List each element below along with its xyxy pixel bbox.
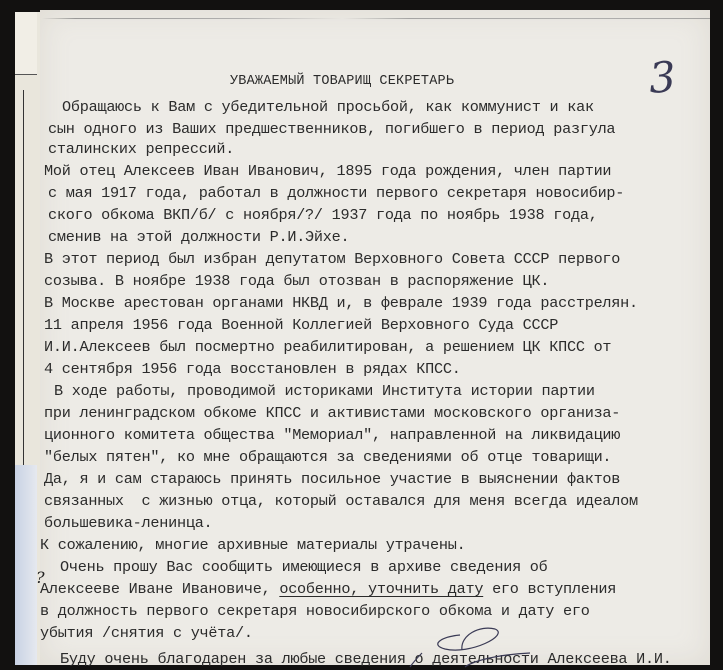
text-line: ского обкома ВКП/б/ с ноября/?/ 1937 года по ноябрь 1938 года, (48, 206, 598, 224)
text-line: 4 сентября 1956 года восстановлен в рядах КПСС. (44, 360, 461, 378)
top-rule (42, 18, 710, 19)
text-line: Обращаюсь к Вам с убедительной просьбой, как коммунист и как (62, 98, 594, 116)
text-line: Да, я и сам стараюсь принять посильное участие в выяснении фактов (44, 470, 621, 488)
text-line: при ленинградском обкоме КПСС и активистами московского организа- (44, 404, 621, 422)
text-line: ционного комитета общества "Мемориал", направленной на ликвидацию (44, 426, 621, 444)
text-line: "белых пятен", ко мне обращаются за сведениями об отце товарищи. (44, 448, 612, 466)
text-line: с мая 1917 года, работал в должности первого секретаря новосибир- (48, 184, 625, 202)
text-line: Очень прошу Вас сообщить имеющиеся в архиве сведения об (60, 558, 548, 576)
document-page (40, 10, 710, 668)
underlined-phrase: особенно, уточнить дату (279, 580, 484, 598)
text-line: И.И.Алексеев был посмертно реабилитирован, а решением ЦК КПСС от (44, 338, 612, 356)
text-line: большевика-ленинца. (44, 514, 213, 532)
handwritten-signature (400, 615, 540, 670)
text-line: В ходе работы, проводимой историками Института истории партии (54, 382, 595, 400)
text-line: связанных с жизнью отца, который оставался для меня всегда идеалом (44, 492, 638, 510)
text-line: убытия /снятия с учёта/. (40, 624, 253, 642)
text-line: Буду очень благодарен за любые сведения о деятельности Алексеева И.И. (60, 650, 672, 668)
binder-blue-edge (15, 465, 37, 665)
text-line-with-underline (40, 580, 616, 598)
text-line: Мой отец Алексеев Иван Иванович, 1895 года рождения, член партии (44, 162, 612, 180)
handwritten-page-number: 3 (647, 52, 678, 103)
text-line: сталинских репрессий. (48, 140, 235, 158)
text-line: созыва. В ноябре 1938 года был отозван в распоряжение ЦК. (44, 272, 550, 290)
text-line: сменив на этой должности Р.И.Эйхе. (48, 228, 350, 246)
text-line: В Москве арестован органами НКВД и, в феврале 1939 года расстрелян. (44, 294, 638, 312)
text-line: в должность первого секретаря новосибирского обкома и дату его (40, 602, 590, 620)
text-segment: его вступления (483, 580, 617, 598)
binder-tab (15, 12, 37, 75)
text-line: К сожалению, многие архивные материалы утрачены. (40, 536, 466, 554)
letter-title: УВАЖАЕМЫЙ ТОВАРИЩ СЕКРЕТАРЬ (230, 74, 455, 89)
text-line: 11 апреля 1956 года Военной Коллегией Верховного Суда СССР (44, 316, 559, 334)
text-line: В этот период был избран депутатом Верховного Совета СССР первого (44, 250, 621, 268)
text-segment: Алексееве Иване Ивановиче, (40, 580, 280, 598)
text-line: сын одного из Ваших предшественников, погибшего в период разгула (48, 120, 616, 138)
margin-mark: ? (36, 568, 45, 587)
